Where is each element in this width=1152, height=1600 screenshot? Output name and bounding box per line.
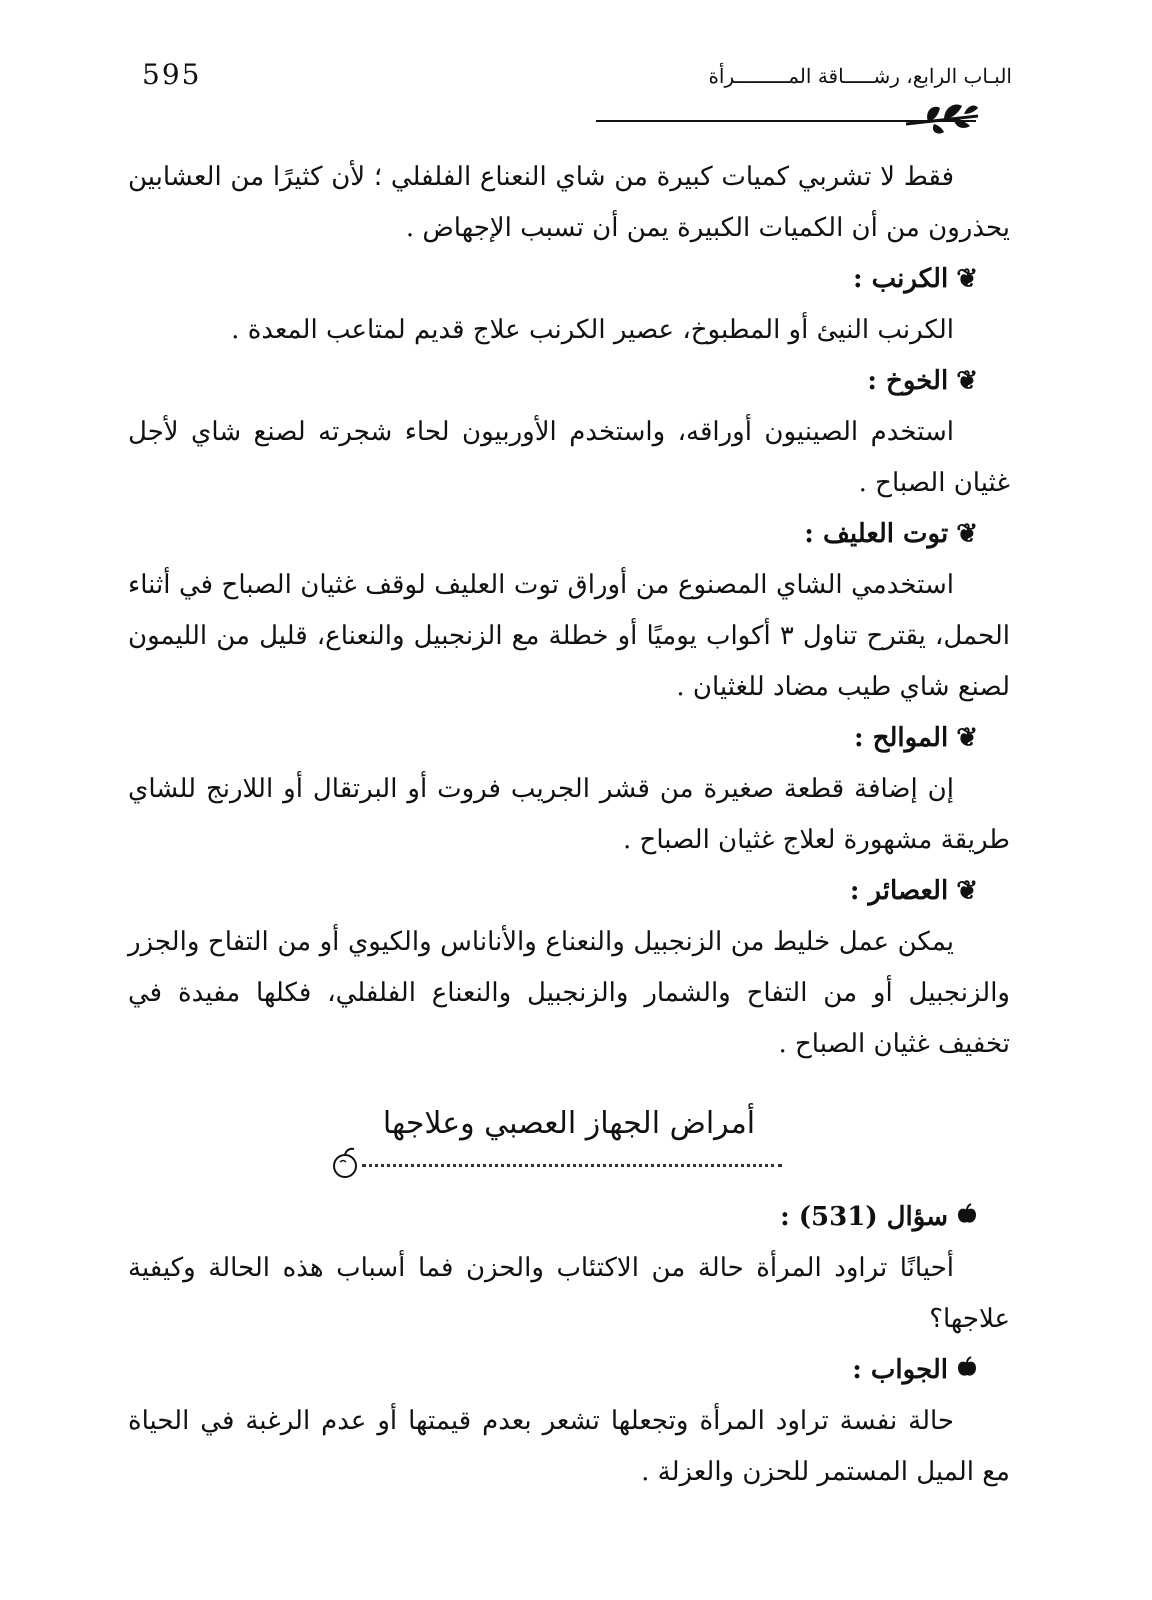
body-text [128, 152, 1010, 1498]
page-number: 595 [142, 58, 202, 91]
leaf-bullet-icon: ❦ [956, 876, 978, 906]
apple-icon [956, 1192, 978, 1243]
question-text: أحيانًا تراود المرأة حالة من الاكتئاب والحزن فما أسباب هذه الحالة وكيفية علاجها؟ [128, 1253, 1010, 1334]
subhead-citrus-label: الموالح : [854, 723, 949, 753]
paragraph-juices: يمكن عمل خليط من الزنجبيل والنعناع والأناناس والكيوي أو من التفاح والجزر والزنجبيل أو من التفاح والشمار والزنجبيل والنعناع الفلفلي، فكلها مفيدة في تخفيف غثيان الصباح . [128, 927, 1010, 1059]
running-header: البـاب الرابع، رشـــــاقة المـــــــــرأة [708, 64, 1012, 88]
leaf-bullet-icon: ❦ [956, 366, 978, 396]
subhead-juices-label: العصائر : [849, 876, 949, 906]
dotted-rule [362, 1156, 782, 1167]
title-ornament-row [128, 1152, 1010, 1192]
answer-heading: الجواب : [852, 1355, 948, 1385]
subhead-juices [128, 866, 1010, 917]
paragraph-raspberry: استخدمي الشاي المصنوع من أوراق توت العليف لوقف غثيان الصباح في أثناء الحمل، يقترح تناول ٣ أكواب يوميًا أو خطلة مع الزنجبيل والنعناع، قليل من الليمون لصنع شاي طيب مضاد للغثيان . [128, 570, 1010, 702]
apple-icon [956, 1345, 978, 1396]
paragraph-citrus: إن إضافة قطعة صغيرة من قشر الجريب فروت أو البرتقال أو اللارنج للشاي طريقة مشهورة لعلاج غثيان الصباح . [128, 774, 1010, 855]
subhead-cabbage [128, 254, 1010, 305]
paragraph-cabbage: الكرنب النيئ أو المطبوخ، عصير الكرنب علاج قديم لمتاعب المعدة . [231, 315, 954, 345]
paragraph-peach: استخدم الصينيون أوراقه، واستخدم الأوربيون لحاء شجرته لصنع شاي لأجل غثيان الصباح . [128, 417, 1010, 498]
leaf-bullet-icon: ❦ [956, 264, 978, 294]
section-title: أمراض الجهاز العصبي وعلاجها [382, 1106, 756, 1141]
subhead-peach-label: الخوخ : [867, 366, 949, 396]
subhead-raspberry-label: توت العليف : [804, 519, 949, 549]
subhead-peach [128, 356, 1010, 407]
fruit-icon [328, 1146, 362, 1180]
subhead-cabbage-label: الكرنب : [852, 264, 949, 294]
leaf-branch-icon [904, 98, 980, 138]
question-number: سؤال (531) : [780, 1202, 948, 1232]
answer-text: حالة نفسة تراود المرأة وتجعلها تشعر بعدم قيمتها أو عدم الرغبة في الحياة مع الميل المستمر للحزن والعزلة . [128, 1406, 1010, 1487]
subhead-citrus [128, 713, 1010, 764]
answer-label [128, 1345, 1010, 1396]
leaf-bullet-icon: ❦ [956, 519, 978, 549]
leaf-bullet-icon: ❦ [956, 723, 978, 753]
subhead-raspberry [128, 509, 1010, 560]
paragraph-mint-warning: فقط لا تشربي كميات كبيرة من شاي النعناع الفلفلي ؛ لأن كثيرًا من العشابين يحذرون من أن الكميات الكبيرة يمن أن تسبب الإجهاض . [128, 162, 1010, 243]
question-label [128, 1192, 1010, 1243]
